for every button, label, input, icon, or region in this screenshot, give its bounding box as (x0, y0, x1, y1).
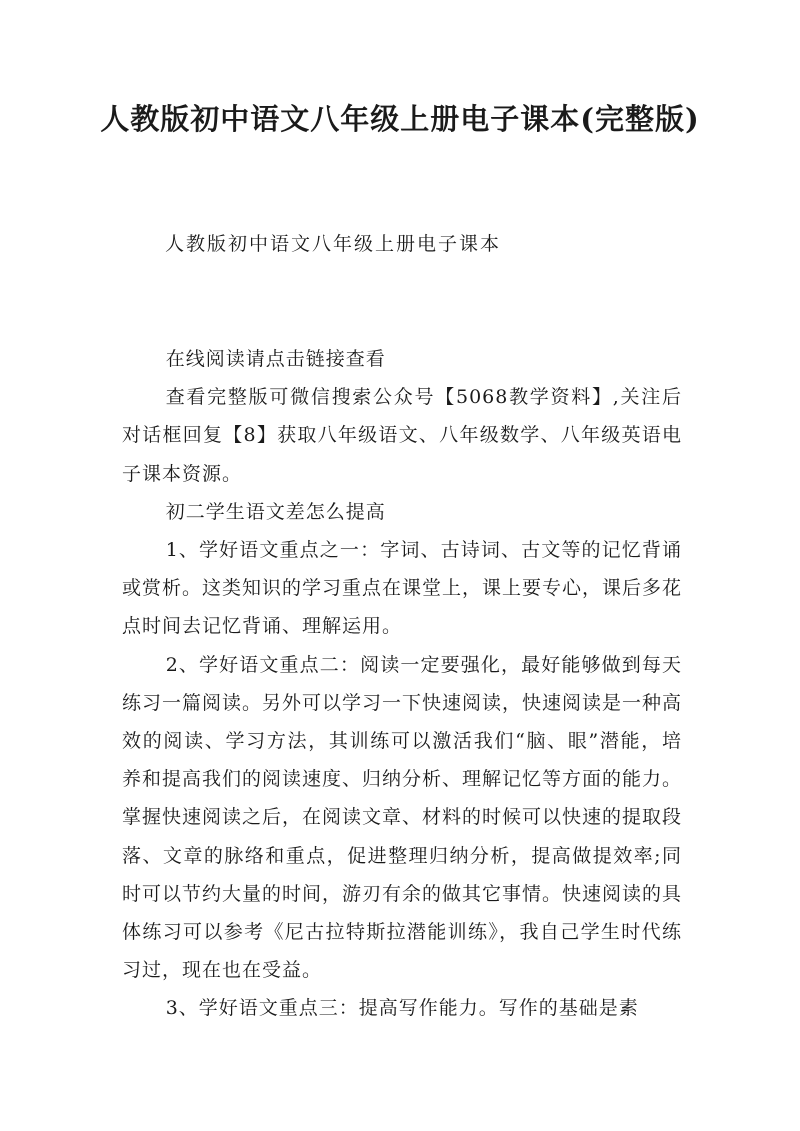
tip-paragraph-2: 2、学好语文重点二：阅读一定要强化，最好能够做到每天练习一篇阅读。另外可以学习一下快速阅读，快速阅读是一种高效的阅读、学习方法，其训练可以激活我们“脑、眼”潜能，培养和提高我们的阅读速度、归纳分析、理解记忆等方面的能力。掌握快速阅读之后，在阅读文章、材料的时候可以快速的提取段落、文章的脉络和重点，促进整理归纳分析，提高做提效率;同时可以节约大量的时间，游刃有余的做其它事情。快速阅读的具体练习可以参考《尼古拉特斯拉潜能训练》，我自己学生时代练习过，现在也在受益。 (122, 653, 683, 982)
document-title: 人教版初中语文八年级上册电子课本(完整版) (100, 102, 700, 136)
document-body (122, 340, 682, 1028)
tip-paragraph-3: 3、学好语文重点三：提高写作能力。写作的基础是素 (165, 997, 639, 1020)
online-reading-note: 在线阅读请点击链接查看 (165, 348, 386, 370)
full-version-note: 查看完整版可微信搜索公众号【5068教学资料】,关注后对话框回复【8】获取八年级语文、八年级数学、八年级英语电子课本资源。 (122, 386, 682, 485)
document-subtitle: 人教版初中语文八年级上册电子课本 (165, 233, 502, 255)
tip-paragraph-1: 1、学好语文重点之一：字词、古诗词、古文等的记忆背诵或赏析。这类知识的学习重点在课堂上，课上要专心，课后多花点时间去记忆背诵、理解运用。 (122, 539, 683, 638)
section-heading: 初二学生语文差怎么提高 (165, 500, 386, 523)
